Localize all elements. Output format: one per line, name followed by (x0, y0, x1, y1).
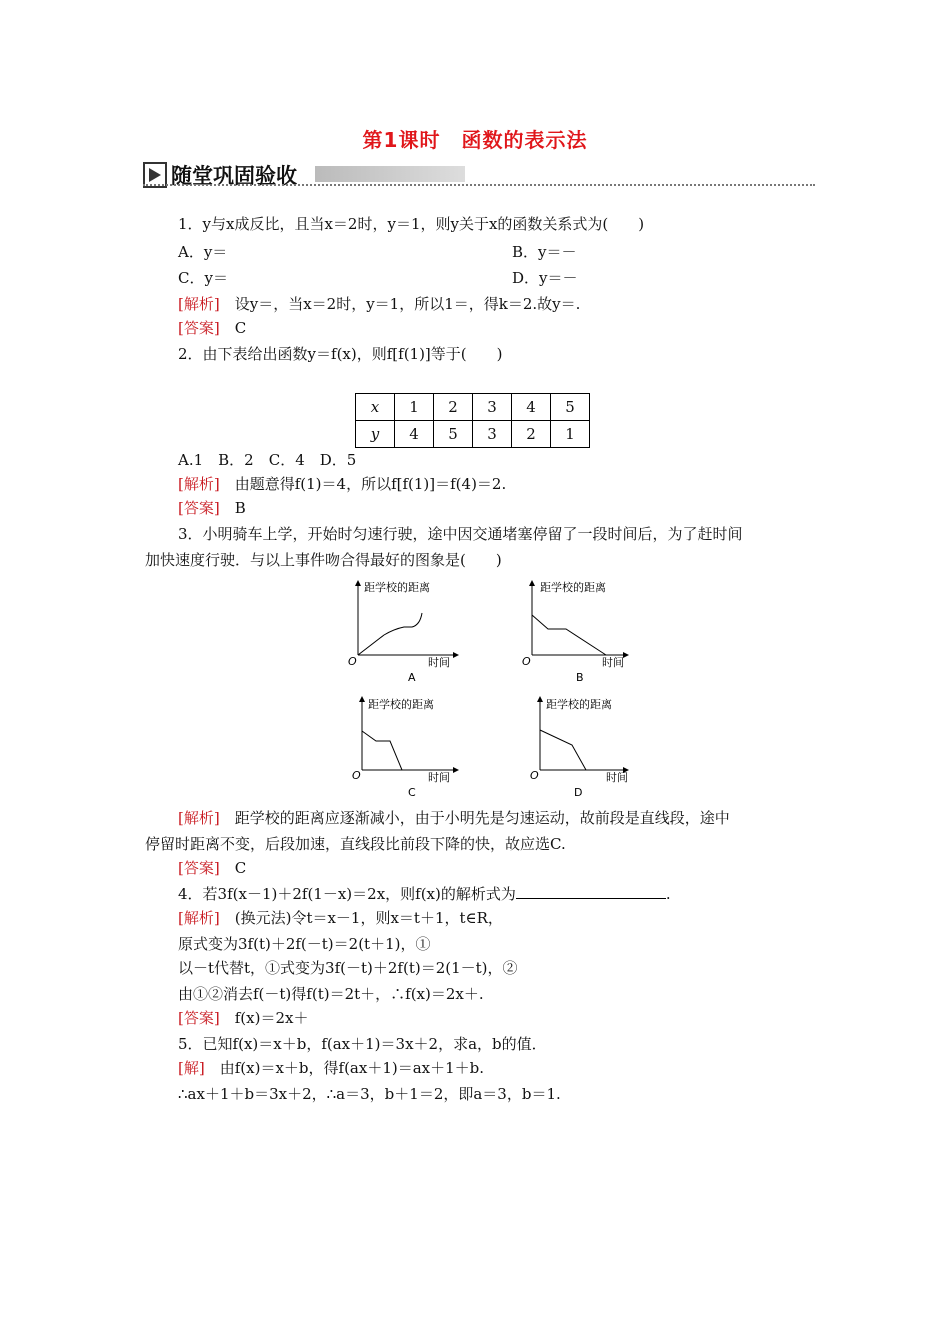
page-title: 第1课时 函数的表示法 (362, 128, 588, 152)
table-cell: 3 (473, 394, 512, 421)
table-cell: 5 (551, 394, 590, 421)
answer-blank (516, 884, 666, 899)
q4-analysis (178, 908, 503, 928)
analysis-tag: [解析] (178, 809, 220, 827)
graph-label-d: D (574, 786, 583, 799)
q5-solution (178, 1058, 484, 1078)
q3-answer (178, 858, 246, 878)
q2-answer-text: B (234, 499, 246, 517)
q4-analysis-line2: 原式变为3f(t)＋2f(－t)＝2(t＋1)，① (178, 935, 431, 953)
q4-analysis-line3: 以－t代替t，①式变为3f(－t)＋2f(t)＝2(1－t)，② (178, 959, 518, 977)
q1-option-a: A．y＝ (178, 243, 228, 261)
banner-decoration (315, 166, 465, 182)
graph-d (530, 697, 628, 799)
q5-solution-line2: ∴ax＋1＋b＝3x＋2，∴a＝3，b＋1＝2，即a＝3，b＝1. (178, 1085, 561, 1103)
q3-answer-text: C (234, 859, 247, 877)
graph-ylabel: 距学校的距离 (540, 581, 606, 594)
graph-origin: O (348, 655, 357, 668)
analysis-tag: [解析] (178, 909, 220, 927)
graph-ylabel: 距学校的距离 (364, 581, 430, 594)
graph-xlabel: 时间 (428, 771, 450, 784)
section-banner (143, 160, 815, 188)
answer-tag: [答案] (178, 859, 220, 877)
graph-label-c: C (408, 786, 416, 799)
graph-origin: O (522, 655, 531, 668)
table-cell: 5 (434, 421, 473, 448)
section-banner-label: 随堂巩固验收 (171, 164, 297, 188)
q4-stem-end: . (665, 885, 671, 903)
q2-answer (178, 498, 246, 518)
q3-stem-line1: 3．小明骑车上学，开始时匀速行驶，途中因交通堵塞停留了一段时间后，为了赶时间 (178, 525, 743, 543)
q1-analysis-text: 设y＝，当x＝2时，y＝1，所以1＝，得k＝2.故y＝. (234, 295, 581, 313)
q3-analysis-text: 距学校的距离应逐渐减小，由于小明先是匀速运动，故前段是直线段，途中 (234, 809, 730, 827)
answer-tag: [答案] (178, 319, 220, 337)
graph-origin: O (352, 769, 361, 782)
table-row (356, 421, 590, 448)
q4-analysis-text: (换元法)令t＝x－1，则x＝t＋1，t∈R， (234, 909, 503, 927)
banner-divider (143, 184, 815, 186)
table-cell: 4 (395, 421, 434, 448)
table-header-cell: x (356, 394, 395, 421)
function-table (355, 393, 590, 448)
q4-stem-text: 4．若3f(x－1)＋2f(1－x)＝2x，则f(x)的解析式为 (178, 885, 516, 903)
q5-solution-text: 由f(x)＝x＋b，得f(ax＋1)＝ax＋1＋b. (219, 1059, 485, 1077)
graph-xlabel: 时间 (606, 771, 628, 784)
q4-answer (178, 1008, 308, 1028)
graph-a (348, 580, 458, 684)
table-cell: 2 (512, 421, 551, 448)
q3-analysis-line2: 停留时距离不变，后段加速，直线段比前段下降的快，故应选C. (145, 835, 566, 853)
q1-stem: 1．y与x成反比，且当x＝2时，y＝1，则y关于x的函数关系式为( ) (178, 215, 645, 233)
q2-stem: 2．由下表给出函数y＝f(x)，则f[f(1)]等于( ) (178, 345, 503, 363)
q4-answer-text: f(x)＝2x＋ (234, 1009, 309, 1027)
table-cell: 2 (434, 394, 473, 421)
q1-option-d: D．y＝－ (512, 269, 578, 287)
graph-b (522, 580, 628, 684)
graph-xlabel: 时间 (602, 656, 624, 669)
table-cell: 3 (473, 421, 512, 448)
analysis-tag: [解析] (178, 475, 220, 493)
q1-answer (178, 318, 246, 338)
graph-xlabel: 时间 (428, 656, 450, 669)
q1-option-c: C．y＝ (178, 269, 228, 287)
q1-answer-text: C (234, 319, 247, 337)
answer-tag: [答案] (178, 499, 220, 517)
solution-tag: [解] (178, 1059, 205, 1077)
graph-ylabel: 距学校的距离 (368, 698, 434, 711)
table-cell: 4 (512, 394, 551, 421)
q3-stem-line2: 加快速度行驶．与以上事件吻合得最好的图象是( ) (145, 551, 502, 569)
analysis-tag: [解析] (178, 295, 220, 313)
table-cell: 1 (551, 421, 590, 448)
q3-analysis (178, 808, 730, 828)
table-header-cell: y (356, 421, 395, 448)
q3-graphs (340, 575, 640, 800)
graph-origin: O (530, 769, 539, 782)
q5-stem: 5．已知f(x)＝x＋b，f(ax＋1)＝3x＋2，求a，b的值． (178, 1035, 547, 1053)
q2-options: A.1 B．2 C．4 D．5 (178, 451, 357, 469)
q2-analysis (178, 474, 506, 494)
q2-analysis-text: 由题意得f(1)＝4，所以f[f(1)]＝f(4)＝2. (234, 475, 507, 493)
graph-label-a: A (408, 671, 416, 684)
graph-c (352, 697, 458, 799)
q1-analysis (178, 294, 580, 314)
table-cell: 1 (395, 394, 434, 421)
table-row (356, 394, 590, 421)
answer-tag: [答案] (178, 1009, 220, 1027)
q1-option-b: B．y＝－ (512, 243, 577, 261)
graph-label-b: B (576, 671, 584, 684)
q4-analysis-line4: 由①②消去f(－t)得f(t)＝2t＋，∴f(x)＝2x＋. (178, 985, 484, 1003)
q4-stem (178, 884, 671, 904)
graph-ylabel: 距学校的距离 (546, 698, 612, 711)
